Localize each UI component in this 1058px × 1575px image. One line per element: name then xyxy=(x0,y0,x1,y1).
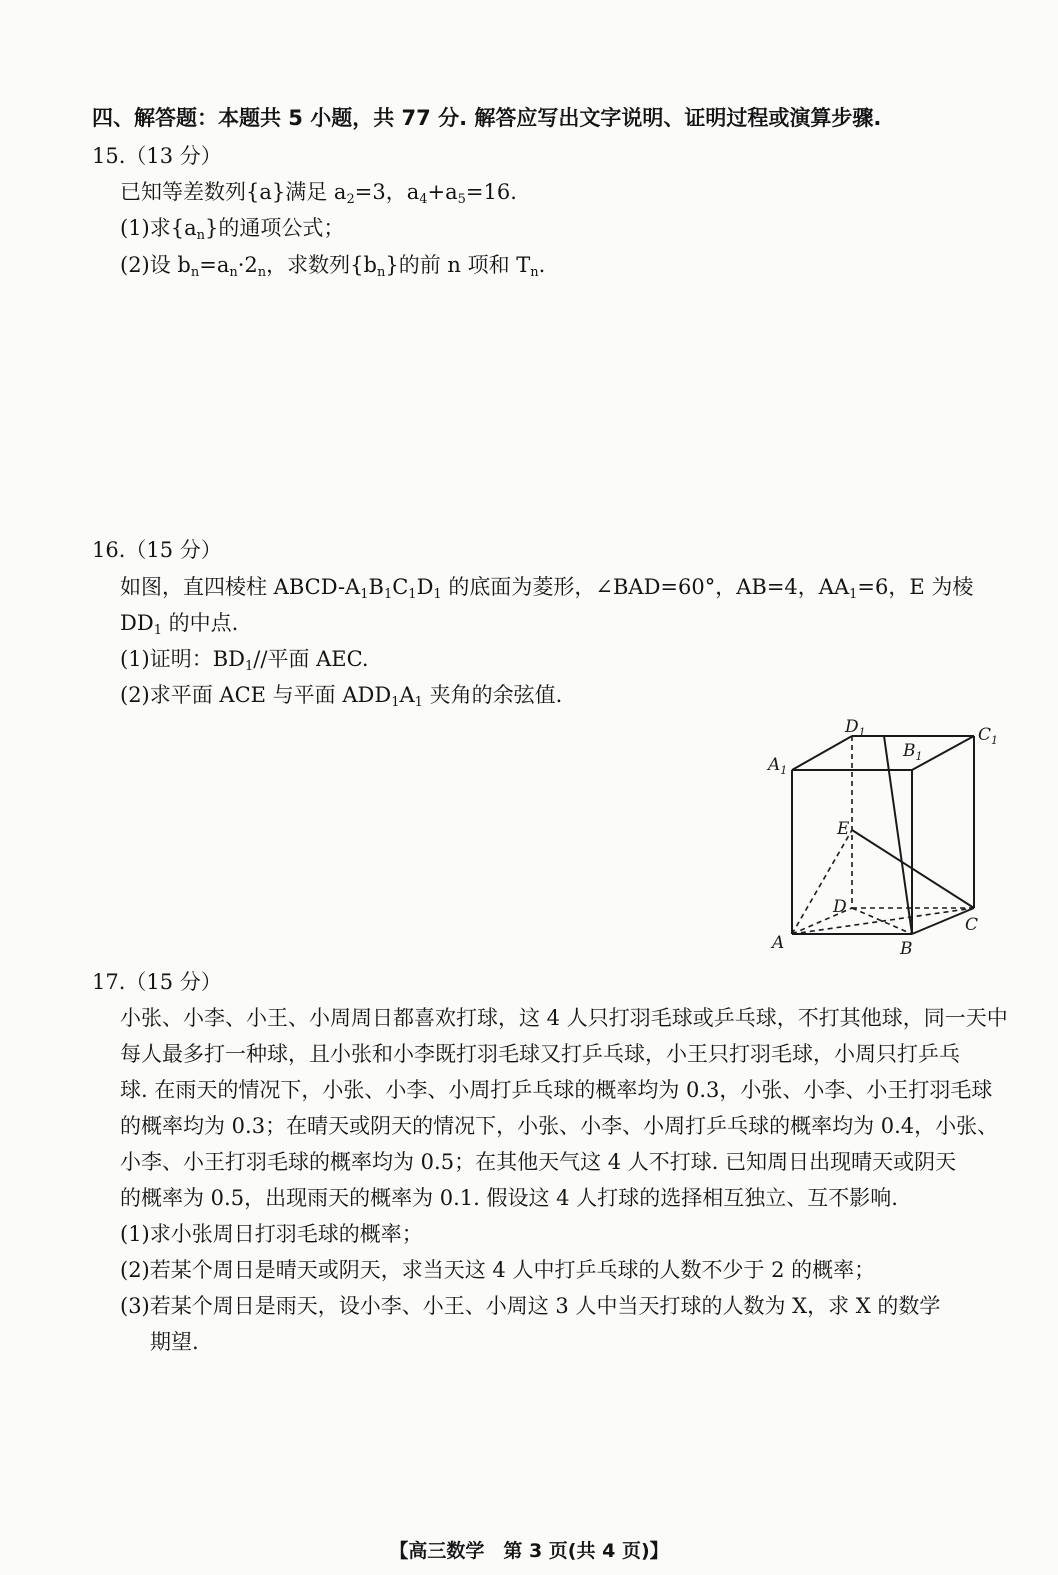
label-d: D xyxy=(833,897,847,917)
q17-line: 的概率均为 0.3；在晴天或阴天的情况下，小张、小李、小周打乒乓球的概率均为 0.4，小张、 xyxy=(120,1114,999,1138)
q17-line: 小张、小李、小王、小周周日都喜欢打球，这 4 人只打羽毛球或乒乓球，不打其他球，同一天中 xyxy=(120,1006,1008,1030)
q17-number: 17.（15 分） xyxy=(92,970,222,994)
label-c: C xyxy=(965,915,979,935)
q17-line: 小李、小王打羽毛球的概率均为 0.5；在其他天气这 4 人不打球. 已知周日出现晴天或阴天 xyxy=(120,1150,957,1174)
segment-a-e xyxy=(792,830,852,934)
label-b: B xyxy=(900,939,913,959)
label-a: A xyxy=(772,933,785,953)
edge-a1-d1 xyxy=(792,736,852,770)
q16-line1: 如图，直四棱柱 ABCD-$A_1B_1C_1D_1$ 的底面为菱形，∠BAD=60°，AB=4，$AA_1=6$，E 为棱 xyxy=(120,575,974,602)
q17-line: 每人最多打一种球，且小张和小李既打羽毛球又打乒乓球，小王只打羽毛球，小周只打乒乓 xyxy=(120,1042,960,1066)
q17-part3-cont: 期望. xyxy=(150,1330,199,1354)
q17-part3: (3)若某个周日是雨天，设小李、小王、小周这 3 人中当天打球的人数为 X，求 X 的数学 xyxy=(120,1294,941,1318)
prism-figure xyxy=(760,712,1010,962)
q16-part1: (1)证明：$BD_1//$平面 AEC. xyxy=(120,647,369,674)
page-footer: 【高三数学 第 3 页(共 4 页)】 xyxy=(389,1540,669,1562)
segment-d1-b xyxy=(884,736,912,934)
q17-part1: (1)求小张周日打羽毛球的概率； xyxy=(120,1222,423,1246)
q15-number: 15.（13 分） xyxy=(92,144,222,168)
q16-number: 16.（15 分） xyxy=(92,538,222,562)
section-header: 四、解答题：本题共 5 小题，共 77 分. 解答应写出文字说明、证明过程或演算步骤. xyxy=(92,106,882,130)
q17-part2: (2)若某个周日是晴天或阴天，求当天这 4 人中打乒乓球的人数不少于 2 的概率； xyxy=(120,1258,876,1282)
q16-part2: (2)求平面 ACE 与平面 $ADD_1A_1$ 夹角的余弦值. xyxy=(120,683,563,710)
label-c1: $C_1$ xyxy=(978,725,999,747)
label-d1: $D_1$ xyxy=(845,717,866,739)
label-a1: $A_1$ xyxy=(768,755,788,777)
q16-line2: $DD_1$ 的中点. xyxy=(120,611,239,638)
q17-line: 的概率为 0.5，出现雨天的概率为 0.1. 假设这 4 人打球的选择相互独立、互不影响. xyxy=(120,1186,898,1210)
label-e: E xyxy=(837,819,850,839)
segment-a-c xyxy=(792,908,974,934)
q15-part2: (2)设 $b_n=a_n\cdot 2_n$，求数列$\{b_n\}$的前 n 项和 $T_n$. xyxy=(120,253,546,280)
label-b1: $B_1$ xyxy=(903,741,923,763)
q15-intro: 已知等差数列{a}满足 $a_2=3$，$a_4+a_5=16$. xyxy=(120,180,517,207)
q17-line: 球. 在雨天的情况下，小张、小李、小周打乒乓球的概率均为 0.3，小张、小李、小王打羽毛球 xyxy=(120,1078,993,1102)
q15-part1: (1)求$\{a_n\}$的通项公式； xyxy=(120,216,345,243)
